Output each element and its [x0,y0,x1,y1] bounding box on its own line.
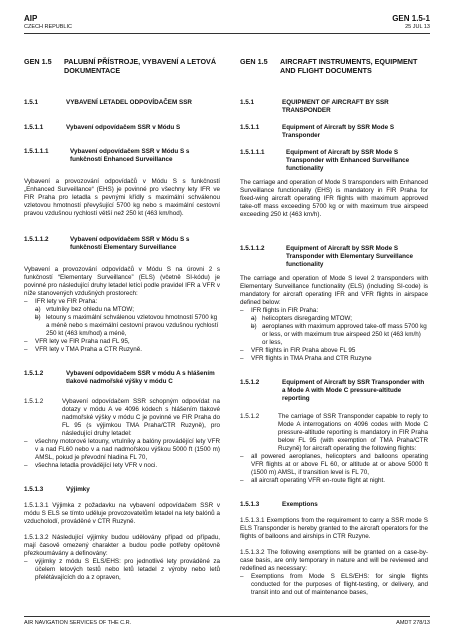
en-els-list [240,307,428,363]
cz-paragraph-ehs: Vybavení a provozování odpovídačů v Módu S s funkčností „Enhanced Surveillance“ (EHS) je povinné pro všechny lety IFR ve FIR Praha pro letadla s pevnými křídly s maximální schválenou vzletovou hmotností převyšující 5700 kg nebo s maximální cestovní pravou vzdušnou rychlostí větší než 250 kt (463 km/hod). [24,178,220,218]
czech-column [24,58,220,582]
list-item: – VFR lety v TMA Praha a CTR Ruzyně. [24,346,220,354]
en-exemption-list [240,573,428,597]
header-doc-title: AIP [24,14,38,23]
list-item: – IFR lety ve FIR Praha: – a) vrtulníky bez ohledu na MTOW; – b) letouny s maximální schválenou vzletovou hmotností 5700 kg a méně nebo s maximální cestovní pravou vzdušnou rychlostí 250 kt (463 km/hod) a méně, [24,298,220,338]
list-item: – všechny motorové letouny, vrtulníky a balóny provádějící lety VFR v a nad FL60 nebo v a nad nadmořskou výškou 5000 ft (1500 m) AMSL, pokud je převodní hladina FL 70, [24,438,220,462]
list-item: – all aircraft operating VFR en-route flight at night. [240,477,428,485]
en-heading-15112: 1.5.1.1.2 Equipment of Aircraft by SSR Mode S Transponder with Elementary Surveillance functionality [240,245,414,269]
list-item: – IFR flights in FIR Praha: – a) helicopters disregarding MTOW; – b) aeroplanes with maximum approved take-off mass 5700 kg or less, or with maximum true airspeed 250 kt (463 km/h) or less, [240,307,428,347]
en-exemption-1: 1.5.1.3.1 Exemptions from the requirement to carry a SSR mode S ELS Transponder is hereby granted to the aircraft operators for the flights of balloons and airships in CTR Ruzyne. [240,516,428,540]
en-title: GEN 1.5 AIRCRAFT INSTRUMENTS, EQUIPMENT AND FLIGHT DOCUMENTS [240,57,418,75]
header-date: 25 JUL 13 [405,24,430,30]
list-item: – Exemptions from Mode S ELS/EHS: for single flights conducted for the purposes of flight-testing, or delivery, and transit into and out of maintenance bases, [240,573,428,597]
list-item: – VFR flights in FIR Praha above FL 95 [240,347,428,355]
en-paragraph-ehs: The carriage and operation of Mode S transponders with Enhanced Surveillance functionality (EHS) is mandatory in FIR Praha for fixed-wing aircraft operating IFR flights with maximum approved take-off mass exceeding 5700 kg or with maximum true airspeed exceeding 250 kt (463 km/h). [240,179,428,219]
list-item: – VFR lety ve FIR Praha nad FL 95, [24,338,220,346]
cz-heading-15112: 1.5.1.1.2 Vybavení odpovídačem SSR v Módu S s funkčností Elementary Surveillance [24,236,190,252]
cz-heading-151: 1.5.1 VYBAVENÍ LETADEL ODPOVÍDAČEM SSR [24,99,192,107]
en-paragraph-els: The carriage and operation of Mode S level 2 transponders with Elementary Surveillance functionality (ELS) (including SI-code) is mandatory for aircraft operating IFR and VFR flights in airspace defined below: [240,275,428,306]
en-paragraph-modec: 1.5.1.2 The carriage of SSR Transponder capable to reply to Mode A interrogations on 4096 codes with Mode C pressure-altitude reporting is mandatory in FIR Praha below FL 95 (with exemption of TMA Praha/CTR Ruzyně) for aircraft operating the following flights: [240,412,428,452]
cz-paragraph-els: Vybavení a provozování odpovídačů v Módu S na úrovni 2 s funkčností “Elementary Surveillance” (ELS) (včetně SI-kódu) je povinné pro následující druhy letadel letící podle pravidel IFR a VFR v níže stanovených vzdušných prostorech: [24,266,220,298]
cz-heading-15111: 1.5.1.1.1 Vybavení odpovídačem SSR v Módu S s funkčností Enhanced Surveillance [24,148,190,164]
header-country: CZECH REPUBLIC [24,24,72,30]
cz-els-list [24,298,220,354]
cz-exemption-list [24,558,220,582]
english-column [240,58,428,597]
list-item: – all powered aeroplanes, helicopters and balloons operating VFR flights at or above FL 60, or altitude at or above 5000 ft (1500 m) AMSL, if transition level is FL 70, [240,453,428,477]
en-heading-15111: 1.5.1.1.1 Equipment of Aircraft by SSR Mode S Transponder with Enhanced Surveillance functionality [240,149,410,173]
header-page-id: GEN 1.5-1 [392,14,430,23]
cz-heading-1511: 1.5.1.1 Vybavení odpovídačem SSR v Módu S [24,124,181,132]
en-modec-list [240,453,428,485]
list-item: – a) helicopters disregarding MTOW; [251,315,428,323]
cz-paragraph-modec: 1.5.1.2 Vybavení odpovídačem SSR schopným odpovídat na dotazy v módu A ve 4096 kódech s hlášením tlakové nadmořské výšky v módu C je povinné ve FIR Praha do FL 95 (s výjimkou TMA Praha/CTR Ruzyně), pro následující druhy letadel: [24,397,220,437]
en-heading-1512: 1.5.1.2 Equipment of Aircraft by SSR Transponder with a Mode A with Mode C pressure-altitude reporting [240,378,425,402]
cz-heading-1513: 1.5.1.3 Výjimky [24,485,90,493]
en-heading-1513: 1.5.1.3 Exemptions [240,500,318,508]
footer-publisher: AIR NAVIGATION SERVICES OF THE C.R. [24,620,132,626]
list-item: – všechna letadla provádějící lety VFR v noci. [24,462,220,470]
cz-modec-list [24,438,220,470]
list-item: – VFR flights in TMA Praha and CTR Ruzyne [240,355,428,363]
cz-exemption-2: 1.5.1.3.2 Následující výjimky budou udělovány případ od případu, mají časově omezený charakter a budou podle potřeby opětovně přezkoumávány a definovány: [24,533,221,557]
list-item: – a) vrtulníky bez ohledu na MTOW; [35,306,220,314]
list-item: – b) aeroplanes with maximum approved take-off mass 5700 kg or less, or with maximum true airspeed 250 kt (463 km/h) or less, [251,323,428,347]
cz-exemption-1: 1.5.1.3.1 Výjimka z požadavku na vybavení odpovídačem SSR v módu S ELS se tímto uděluje provozovatelům letadel na lety balónů a vzducholodí, prováděné v CTR Ruzyně. [24,501,220,525]
footer-rule [24,616,430,617]
en-heading-151: 1.5.1 EQUIPMENT OF AIRCRAFT BY SSR TRANSPONDER [240,99,389,115]
cz-title: GEN 1.5 PALUBNÍ PŘÍSTROJE, VYBAVENÍ A LETOVÁ DOKUMENTACE [24,57,217,75]
en-exemption-2: 1.5.1.3.2 The following exemptions will be granted on a case-by-case basis, are only temporary in nature and will be reviewed and redefined as necessary: [240,548,428,572]
cz-els-sublist [35,306,220,338]
en-els-sublist [251,315,428,347]
list-item: – b) letouny s maximální schválenou vzletovou hmotností 5700 kg a méně nebo s maximální cestovní pravou vzdušnou rychlostí 250 kt (463 km/hod) a méně, [35,314,220,338]
en-heading-1511: 1.5.1.1 Equipment of Aircraft by SSR Mode S Transponder [240,124,395,140]
cz-heading-1512: 1.5.1.2 Vybavení odpovídačem SSR v módu A s hlášením tlakové nadmořské výšky v módu C [24,369,215,385]
footer-amendment: AMDT 278/13 [396,620,430,626]
list-item: – výjimky z módu S ELS/EHS: pro jednotlivé lety prováděné za účelem letových testů nebo letů letadel z výroby nebo letů přelétávajících do a z opraven, [24,558,220,582]
header-rule [24,33,430,34]
